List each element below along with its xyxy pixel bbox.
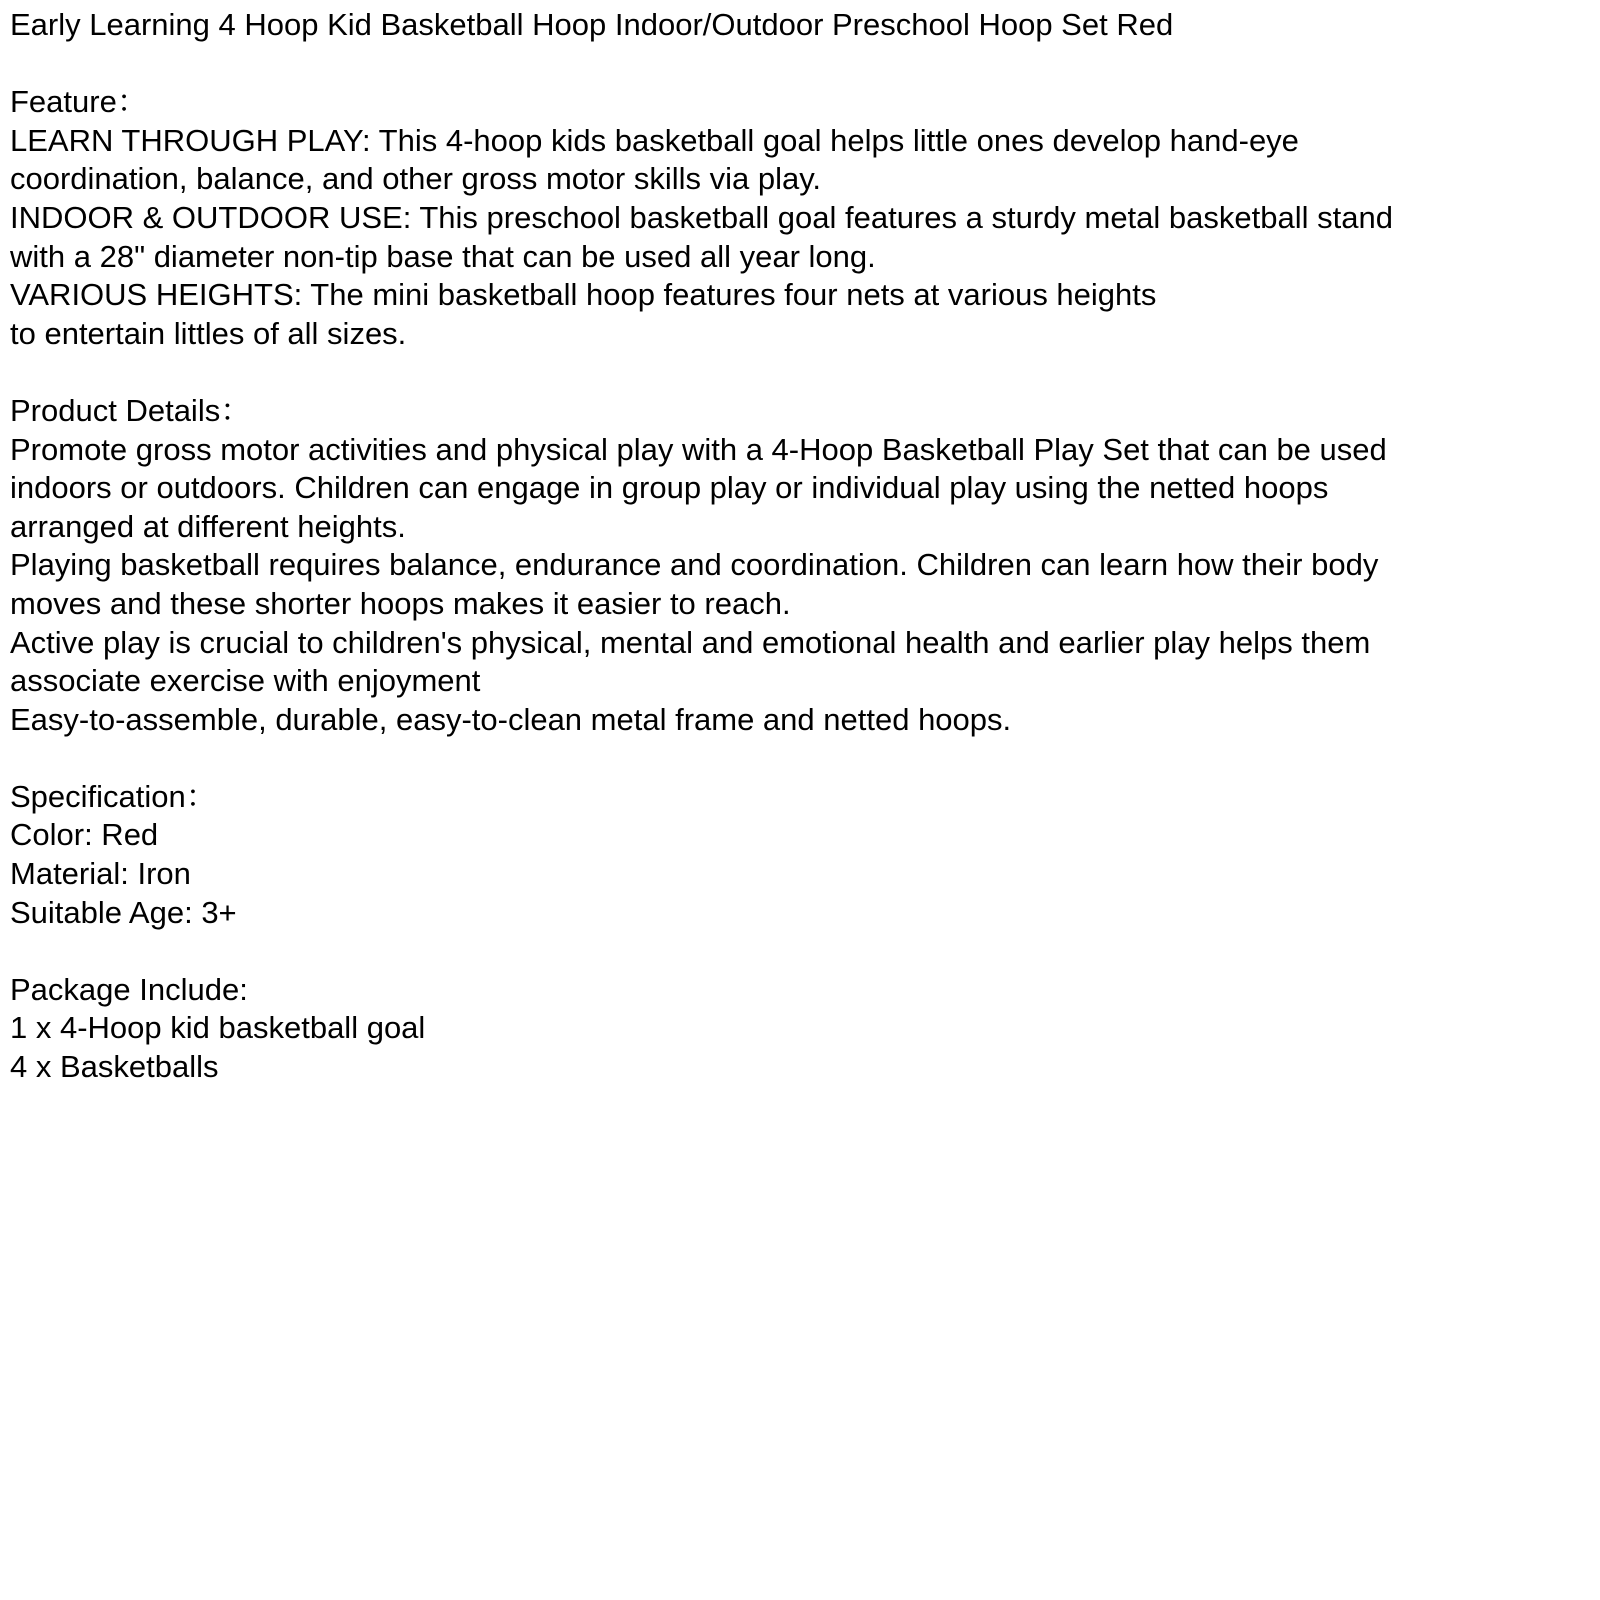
feature-text-line: with a 28" diameter non-tip base that can be used all year long.	[10, 238, 876, 274]
package-item-line: 1 x 4-Hoop kid basketball goal	[10, 1010, 426, 1046]
section-specification	[10, 778, 1592, 932]
section-feature	[10, 83, 1592, 353]
product-title: Early Learning 4 Hoop Kid Basketball Hoop Indoor/Outdoor Preschool Hoop Set Red	[10, 7, 1174, 42]
specification-heading: Specification：	[10, 778, 217, 814]
product-details-text-line: Playing basketball requires balance, endurance and coordination. Children can learn how their body	[10, 547, 1379, 583]
section-package-include	[10, 971, 1592, 1087]
product-details-text-line: arranged at different heights.	[10, 508, 406, 544]
product-details-text-line: Promote gross motor activities and physical play with a 4-Hoop Basketball Play Set that can be used	[10, 431, 1387, 467]
section-product-details	[10, 392, 1592, 739]
blank-line	[10, 932, 1592, 971]
specification-material-line: Material: Iron	[10, 856, 191, 892]
blank-line	[10, 353, 1592, 392]
blank-line	[10, 45, 1592, 84]
product-details-text-line: Active play is crucial to children's physical, mental and emotional health and earlier play helps them	[10, 624, 1371, 660]
blank-line	[10, 739, 1592, 778]
feature-text-line: to entertain littles of all sizes.	[10, 315, 407, 351]
package-include-heading: Package Include:	[10, 971, 248, 1007]
feature-text-line: coordination, balance, and other gross motor skills via play.	[10, 161, 822, 197]
feature-text-line: LEARN THROUGH PLAY: This 4-hoop kids basketball goal helps little ones develop hand-eye	[10, 122, 1299, 158]
product-details-text-line: moves and these shorter hoops makes it easier to reach.	[10, 585, 791, 621]
specification-color-line: Color: Red	[10, 817, 159, 853]
product-details-text-line: indoors or outdoors. Children can engage in group play or individual play using the netted hoops	[10, 470, 1329, 506]
feature-text-line: INDOOR & OUTDOOR USE: This preschool basketball goal features a sturdy metal basketball stand	[10, 199, 1393, 235]
feature-text-line: VARIOUS HEIGHTS: The mini basketball hoop features four nets at various heights	[10, 277, 1157, 313]
product-details-text-line: associate exercise with enjoyment	[10, 663, 481, 699]
specification-age-line: Suitable Age: 3+	[10, 894, 237, 930]
product-details-text-line: Easy-to-assemble, durable, easy-to-clean metal frame and netted hoops.	[10, 701, 1012, 737]
feature-heading: Feature：	[10, 84, 148, 120]
package-item-line: 4 x Basketballs	[10, 1049, 219, 1085]
product-details-heading: Product Details：	[10, 392, 252, 428]
